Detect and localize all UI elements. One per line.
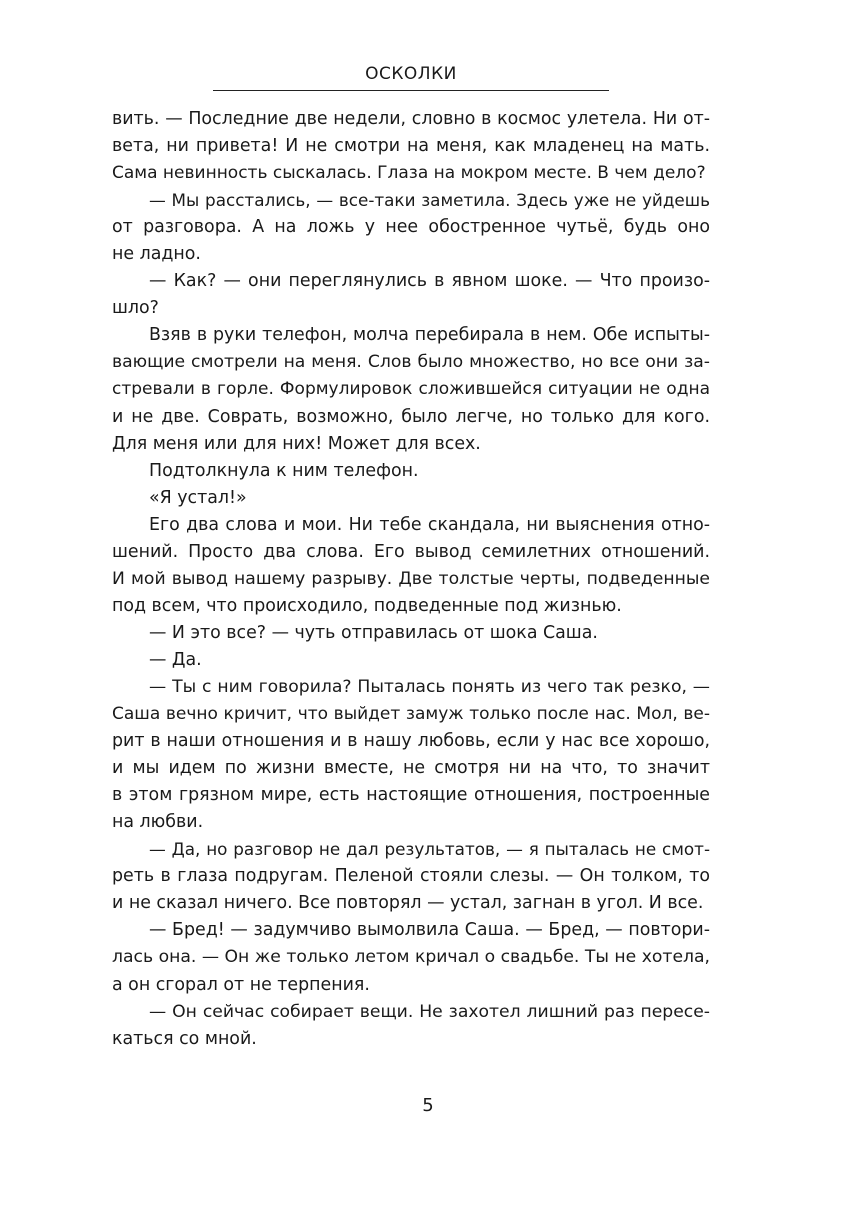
text-line: вающие смотрели на меня. Слов было множество, но все они за- [112, 352, 710, 373]
text-line: — Как? — они переглянулись в явном шоке. — Что произо- [149, 271, 710, 292]
text-line: не ладно. [112, 244, 201, 265]
text-line: вить. — Последние две недели, словно в космос улетела. Ни от- [112, 109, 710, 129]
text-line: под всем, что происходило, подведенные под жизнью. [112, 595, 622, 616]
text-line: Для меня или для них! Может для всех. [112, 433, 481, 454]
text-line: «Я устал!» [149, 487, 247, 508]
text-line: от разговора. А на ложь у нее обостренное чутьё, будь оно [112, 217, 710, 238]
text-line: каться со мной. [112, 1028, 257, 1049]
text-line: шло? [112, 298, 159, 319]
text-line: Подтолкнула к ним телефон. [149, 460, 419, 481]
text-line: на любви. [112, 812, 204, 833]
body-text [112, 106, 710, 1053]
page-number: 5 [422, 1095, 434, 1116]
text-line: реть в глаза подругам. Пеленой стояли слезы. — Он толком, то [112, 866, 710, 887]
text-line: вета, ни привета! И не смотри на меня, как младенец на мать. [112, 136, 710, 157]
text-line: — Да. [149, 649, 202, 670]
text-line: рит в наши отношения и в нашу любовь, если у нас все хорошо, [112, 731, 710, 752]
text-line: Саша вечно кричит, что выйдет замуж только после нас. Мол, ве- [112, 704, 710, 725]
text-line: лась она. — Он же только летом кричал о свадьбе. Ты не хотела, [112, 947, 710, 968]
text-line: — Бред! — задумчиво вымолвила Саша. — Бред, — повтори- [149, 920, 710, 941]
text-line: и не две. Соврать, возможно, было легче, но только для кого. [112, 406, 710, 427]
text-line: а он сгорал от не терпения. [112, 974, 370, 995]
text-line: стревали в горле. Формулировок сложившейся ситуации не одна [112, 379, 710, 400]
text-line: — Мы расстались, — все-таки заметила. Здесь уже не уйдешь [149, 190, 710, 211]
text-line: и не сказал ничего. Все повторял — устал, загнан в угол. И все. [112, 893, 704, 914]
text-line: Сама невинность сыскалась. Глаза на мокром месте. В чем дело? [112, 163, 706, 184]
text-line: — Он сейчас собирает вещи. Не захотел лишний раз пересе- [149, 1001, 710, 1022]
text-line: Взяв в руки телефон, молча перебирала в нем. Обе испыты- [149, 325, 710, 346]
text-line: — Ты с ним говорила? Пыталась понять из чего так резко, — [149, 676, 710, 697]
text-line: — И это все? — чуть отправилась от шока Саша. [149, 622, 598, 643]
text-line: в этом грязном мире, есть настоящие отношения, построенные [112, 785, 710, 806]
text-line: шений. Просто два слова. Его вывод семилетних отношений. [112, 541, 710, 562]
text-line: — Да, но разговор не дал результатов, — я пыталась не смот- [149, 839, 710, 860]
text-line: и мы идем по жизни вместе, не смотря ни на что, то значит [112, 758, 710, 779]
text-line: Его два слова и мои. Ни тебе скандала, ни выяснения отно- [149, 514, 710, 535]
text-line: И мой вывод нашему разрыву. Две толстые черты, подведенные [112, 568, 710, 589]
running-head-title: ОСКОЛКИ [213, 62, 609, 91]
